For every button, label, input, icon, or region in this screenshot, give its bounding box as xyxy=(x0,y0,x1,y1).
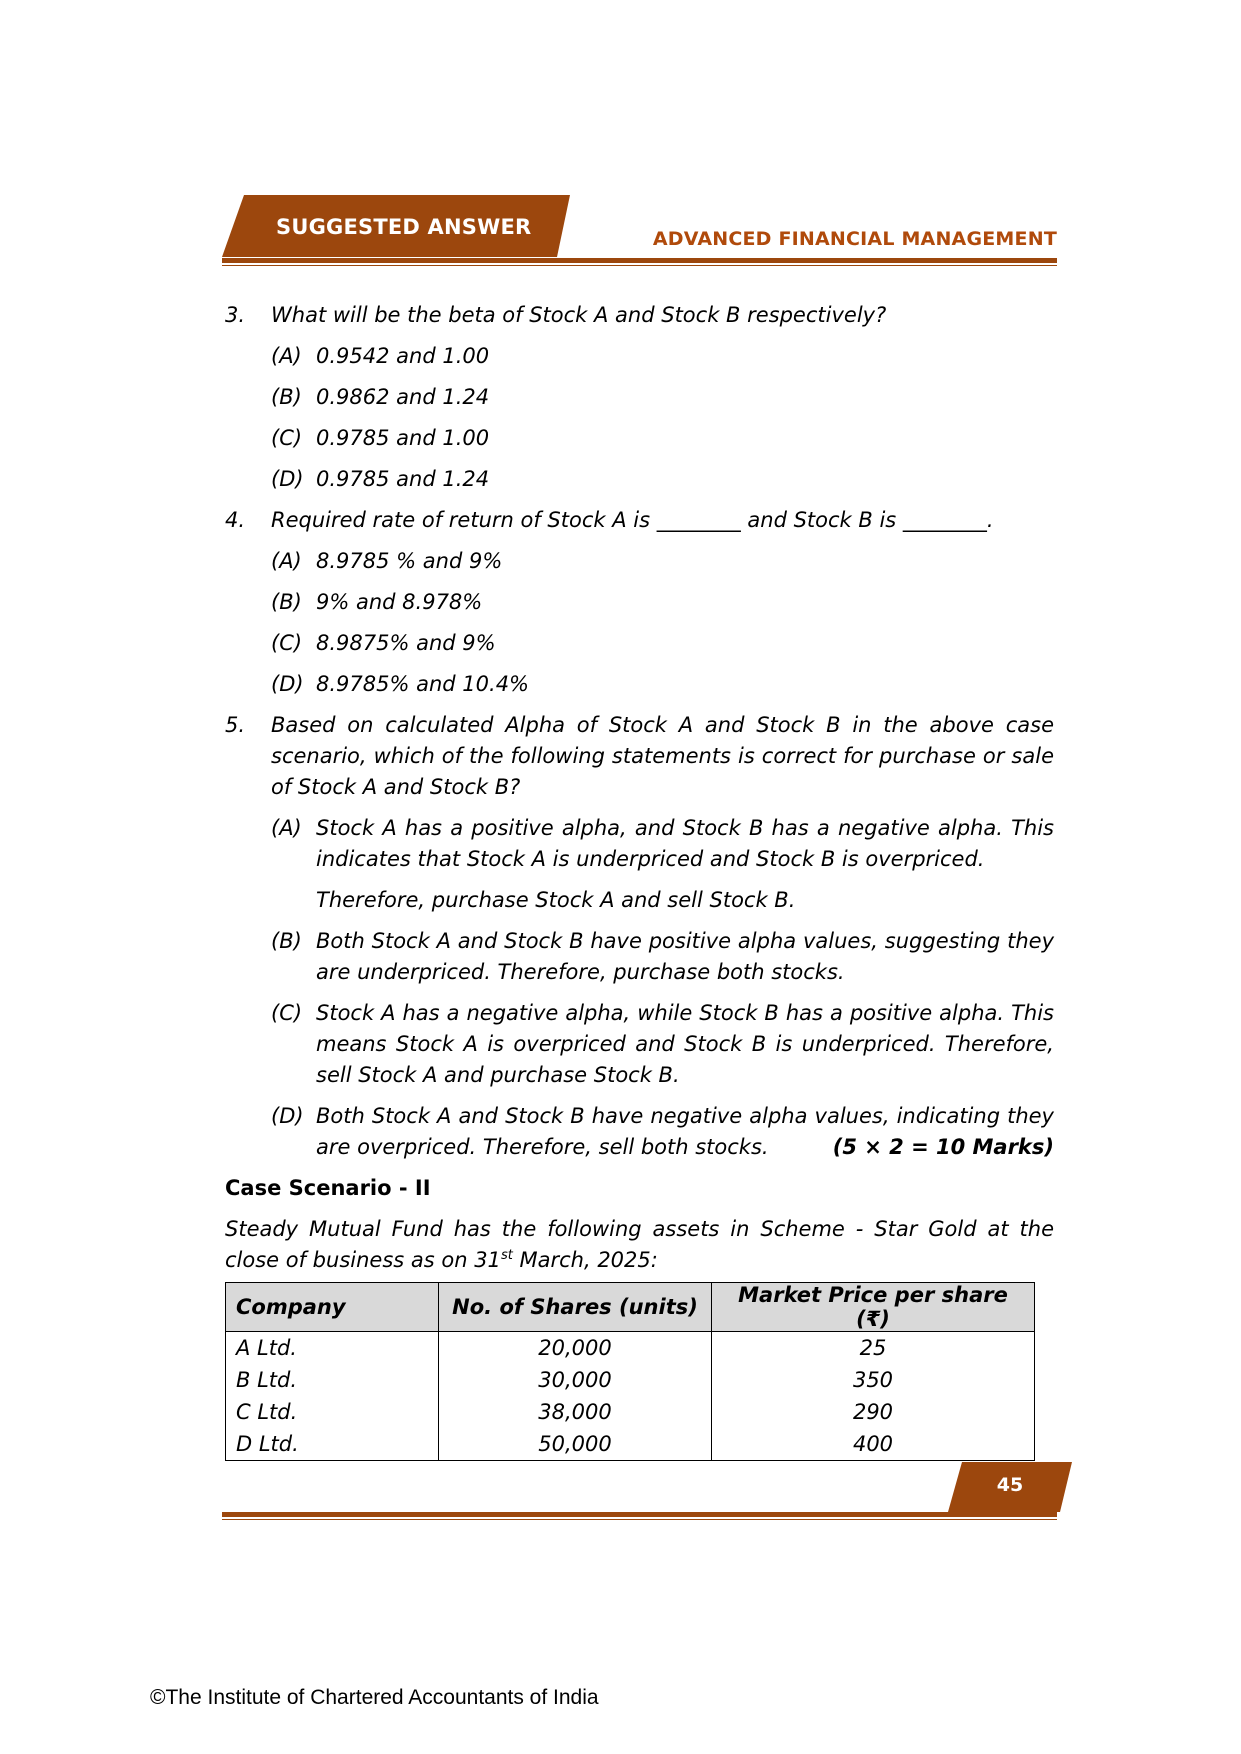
option-text: 0.9542 and 1.00 xyxy=(316,344,490,368)
cell-price: 350 xyxy=(712,1364,1035,1396)
cell-company: C Ltd. xyxy=(226,1396,439,1428)
table-row xyxy=(226,1364,1035,1396)
cell-company: B Ltd. xyxy=(226,1364,439,1396)
question-3 xyxy=(225,300,1054,331)
intro-text: Steady Mutual Fund has the following assets in Scheme - Star Gold at the close of business as on 31 xyxy=(225,1217,1054,1272)
option-label: (C) xyxy=(271,426,303,450)
cell-price: 290 xyxy=(712,1396,1035,1428)
cell-shares: 38,000 xyxy=(439,1396,712,1428)
page-number: 45 xyxy=(996,1474,1024,1496)
table-row xyxy=(226,1428,1035,1461)
case-scenario-title: Case Scenario - II xyxy=(225,1176,431,1200)
date-ordinal-suffix: st xyxy=(500,1248,513,1263)
option-label: (B) xyxy=(271,385,302,409)
question-3-option-a xyxy=(225,341,1054,372)
question-3-option-b xyxy=(225,382,1054,413)
table-row xyxy=(226,1332,1035,1365)
option-label: (D) xyxy=(271,672,304,696)
marks-allocation: (5 × 2 = 10 Marks) xyxy=(832,1135,1054,1159)
question-number: 5. xyxy=(225,713,246,737)
option-text: 8.9875% and 9% xyxy=(316,631,496,655)
option-text: 0.9862 and 1.24 xyxy=(316,385,490,409)
question-4-option-d xyxy=(225,669,1054,700)
question-text: Required rate of return of Stock A is ________ and Stock B is ________. xyxy=(271,508,994,532)
question-number: 3. xyxy=(225,303,246,327)
option-text: 9% and 8.978% xyxy=(316,590,483,614)
option-label: (A) xyxy=(271,816,302,840)
table-header-row xyxy=(226,1283,1035,1332)
header-rule xyxy=(222,258,1057,263)
option-label: (C) xyxy=(271,1001,303,1025)
question-4 xyxy=(225,505,1054,536)
cell-company: D Ltd. xyxy=(226,1428,439,1461)
option-text: 8.9785% and 10.4% xyxy=(316,672,530,696)
column-header-company: Company xyxy=(226,1283,439,1332)
option-label: (D) xyxy=(271,467,304,491)
column-header-shares: No. of Shares (units) xyxy=(439,1283,712,1332)
option-text: 8.9785 % and 9% xyxy=(316,549,503,573)
page-content xyxy=(225,300,1054,1461)
option-text: 0.9785 and 1.00 xyxy=(316,426,490,450)
header-subject-title: ADVANCED FINANCIAL MANAGEMENT xyxy=(652,228,1057,250)
copyright-notice: ©The Institute of Chartered Accountants of India xyxy=(150,1686,599,1709)
header-rule-thin xyxy=(222,265,1057,266)
question-5-option-c xyxy=(225,998,1054,1091)
cell-price: 400 xyxy=(712,1428,1035,1461)
holdings-table xyxy=(225,1282,1035,1461)
cell-shares: 30,000 xyxy=(439,1364,712,1396)
question-3-option-c xyxy=(225,423,1054,454)
question-4-option-b xyxy=(225,587,1054,618)
case-scenario-intro xyxy=(225,1214,1054,1276)
question-5-option-d xyxy=(225,1101,1054,1163)
option-label: (A) xyxy=(271,549,302,573)
option-text: 0.9785 and 1.24 xyxy=(316,467,490,491)
question-text: Based on calculated Alpha of Stock A and Stock B in the above case scenario, which of the following statements is correct for purchase or sale of Stock A and Stock B? xyxy=(271,713,1054,799)
option-text: Both Stock A and Stock B have negative alpha values, indicating they are overpriced. Therefore, sell both stocks. xyxy=(316,1104,1054,1159)
cell-price: 25 xyxy=(712,1332,1035,1365)
question-5-option-a-conclusion: Therefore, purchase Stock A and sell Stock B. xyxy=(316,888,796,912)
question-5 xyxy=(225,710,1054,803)
option-text: Stock A has a negative alpha, while Stock B has a positive alpha. This means Stock A is overpriced and Stock B is underpriced. Therefore, sell Stock A and purchase Stock B. xyxy=(316,1001,1054,1087)
question-5-option-b xyxy=(225,926,1054,988)
option-label: (C) xyxy=(271,631,303,655)
question-4-option-c xyxy=(225,628,1054,659)
footer-rule xyxy=(222,1512,1057,1517)
column-header-price: Market Price per share (₹) xyxy=(712,1283,1035,1332)
option-label: (B) xyxy=(271,590,302,614)
question-text: What will be the beta of Stock A and Stock B respectively? xyxy=(271,303,887,327)
intro-text-end: March, 2025: xyxy=(512,1248,658,1272)
question-4-option-a xyxy=(225,546,1054,577)
cell-company: A Ltd. xyxy=(226,1332,439,1365)
header-tab-label: SUGGESTED ANSWER xyxy=(276,215,532,239)
cell-shares: 20,000 xyxy=(439,1332,712,1365)
cell-shares: 50,000 xyxy=(439,1428,712,1461)
footer-rule-thin xyxy=(222,1519,1057,1520)
option-text: Both Stock A and Stock B have positive alpha values, suggesting they are underpriced. Therefore, purchase both stocks. xyxy=(316,929,1054,984)
option-label: (B) xyxy=(271,929,302,953)
question-3-option-d xyxy=(225,464,1054,495)
option-label: (A) xyxy=(271,344,302,368)
table-row xyxy=(226,1396,1035,1428)
option-text: Stock A has a positive alpha, and Stock B has a negative alpha. This indicates that Stock A is underpriced and Stock B is overpriced. xyxy=(316,816,1054,871)
question-5-option-a xyxy=(225,813,1054,875)
option-label: (D) xyxy=(271,1104,304,1128)
question-number: 4. xyxy=(225,508,246,532)
